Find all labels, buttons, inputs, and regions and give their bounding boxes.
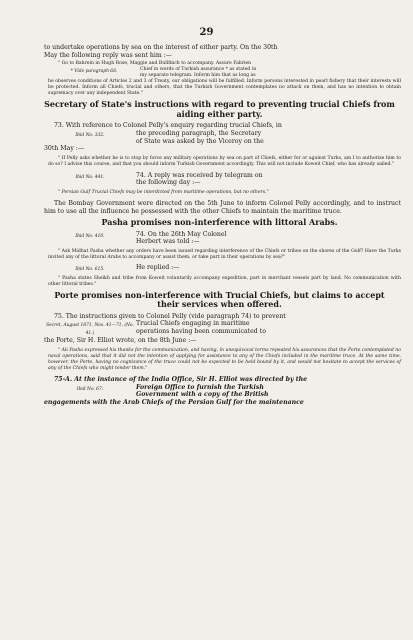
para-74b-line-2: Herbert was told :— [136,238,200,246]
para-73-margin-row [44,130,401,145]
para-73-lead: 73. With reference to Colonel Pelly's enquiry regarding trucial Chiefs, in [54,122,282,130]
para-74-line-2: the following day :— [136,179,201,187]
margin-reference: * Vide paragraph 68. [70,69,118,75]
para-75a-line-4: engagements with the Arab Chiefs of the Persian Gulf for the maintenance [44,398,304,406]
para-75-lines [136,320,401,335]
para-75a-margin-row [44,384,401,399]
section-heading-porte-promises: Porte promises non-interference with Trucial Chiefs, but claims to accept their services when offered. [54,289,385,310]
para-75a-line-3: Government with a copy of the British [136,391,269,399]
para-75-line-4: the Porte, Sir H. Elliot wrote, on the 8th June :— [44,337,197,345]
quote-koweit-sheikh: " Pasha states Sheikh and tribe from Koweit voluntarily accompany expedition, part in merchant vessels part by land. No communication with other littoral tribes." [48,275,401,287]
margin-reference: Secret, August 1871, Nos. 41—71, (No. 41.) [46,323,134,336]
quote-bahrein-rest: he observes conditions of Articles 2 and 3 of Treaty, our obligations will be fulfilled. Inform persons interested in pearl fishery that their interests will be protected. Inform all Chiefs, trucial and others, that the Turkish Government contemplates no attack on them, and has no intention to obtain supremacy over any independent State." [48,79,401,97]
para-74-margin-row [44,172,401,187]
para-74-lines [136,172,401,187]
margin-reference: Ibid No. 441. [75,174,105,180]
margin-reference: Ibid No. 615. [75,266,105,272]
quote-midhat-pasha: " Ask Midhat Pasha whether any orders have been issued regarding interference of the Chiefs or tribes on the shores of the Gulf? Have the Turks invited any of the littoral Arabs to accompany or assist them, or take part in their operations by sea?" [48,248,401,260]
quote-bahrein-lines-2-3 [140,67,401,79]
quote-bahrein-line-2: Chief in words of Turkish assurance * as stated in [140,67,257,73]
quote-bahrein-line-1: " Go to Bahrein in Hugh Rose, Maggie and Bullfinch to accompany. Assure Fahrien [58,61,252,67]
section-heading-pasha-promises: Pasha promises non-interference with littoral Arabs. [101,217,338,228]
para-73-line-2: the preceding paragraph, the Secretary [136,129,262,137]
para-73-date: 30th May :— [44,145,85,153]
para-73-lines [136,130,401,145]
quote-trucial-interdicted: " Persian Gulf Trucial Chiefs may be interdicted from maritime operations, but no others." [58,189,269,195]
para-75-line-3: operations having been communicated to [136,327,266,335]
section-heading-secretary-instructions: Secretary of State's instructions with regard to preventing trucial Chiefs from aiding either party. [44,99,395,119]
intro-line-1: to undertake operations by sea on the interest of either party. On the 30th [44,44,278,51]
quote-bahrein-margin-row [48,67,401,79]
intro-line-2: May the following reply was sent him :— [44,51,172,59]
para-75-lead: 75. The instructions given to Colonel Pelly (vide paragraph 74) to prevent [54,312,286,320]
quote-bahrein [44,61,401,97]
para-75-line-2: Trucial Chiefs engaging in maritime [136,320,250,328]
para-bombay-government: The Bombay Government were directed on the 5th June to inform Colonel Pelly accordingly, and to instruct him to use all the influence he possessed with the other Chiefs to maintain the maritime truce. [44,199,401,215]
quote-ali-pasha: " Ali Pasha expressed his thanks for the communication, and having, in unequivocal terms repeated his assurances that the Porte contemplated no naval operations, said that it did not the intention of applying for assistance to any of the Chiefs included in the maritime truce. At the same time, however, the Porte, having no cognizance of the truce could not be expected to be held bound by it, and would not hesitate to accept the services of any of the Chiefs who might tender them." [48,348,401,372]
page-number: 29 [199,27,214,38]
quote-bahrein-line-3: my separate telegram. Inform him that as long as [140,73,256,79]
para-73-line-3: of State was asked by the Viceroy on the [136,137,264,145]
margin-reference: Ibid No. 332. [75,132,105,138]
para-74b-line-1: 74. On the 26th May Colonel [136,230,227,238]
para-74b-lines [136,231,401,246]
para-75a-lines [136,384,401,399]
para-reply-text: He replied :— [136,263,180,271]
para-75-margin-row [44,320,401,337]
para-75a-line-2: Foreign Office to furnish the Turkish [136,383,264,391]
quote-pelly-force: " If Pelly asks whether he is to stop by force any military operations by sea on part of Chiefs, either for or against Turks, am I to authorize him to do so? I advise this course, and that you should inform Turkish Government accordingly. This will not include Koweit Chief, who has already sailed." [48,155,401,167]
margin-reference: Ibid No. 410. [75,233,105,239]
para-74b-margin-row [44,231,401,246]
margin-reference: Ibid No. 67. [76,386,104,392]
para-reply-margin-row [44,264,401,274]
para-74-line-1: 74. A reply was received by telegram on [136,171,263,179]
para-75a-lead: 75-A. At the instance of the India Office, Sir H. Elliot was directed by the [54,376,308,384]
